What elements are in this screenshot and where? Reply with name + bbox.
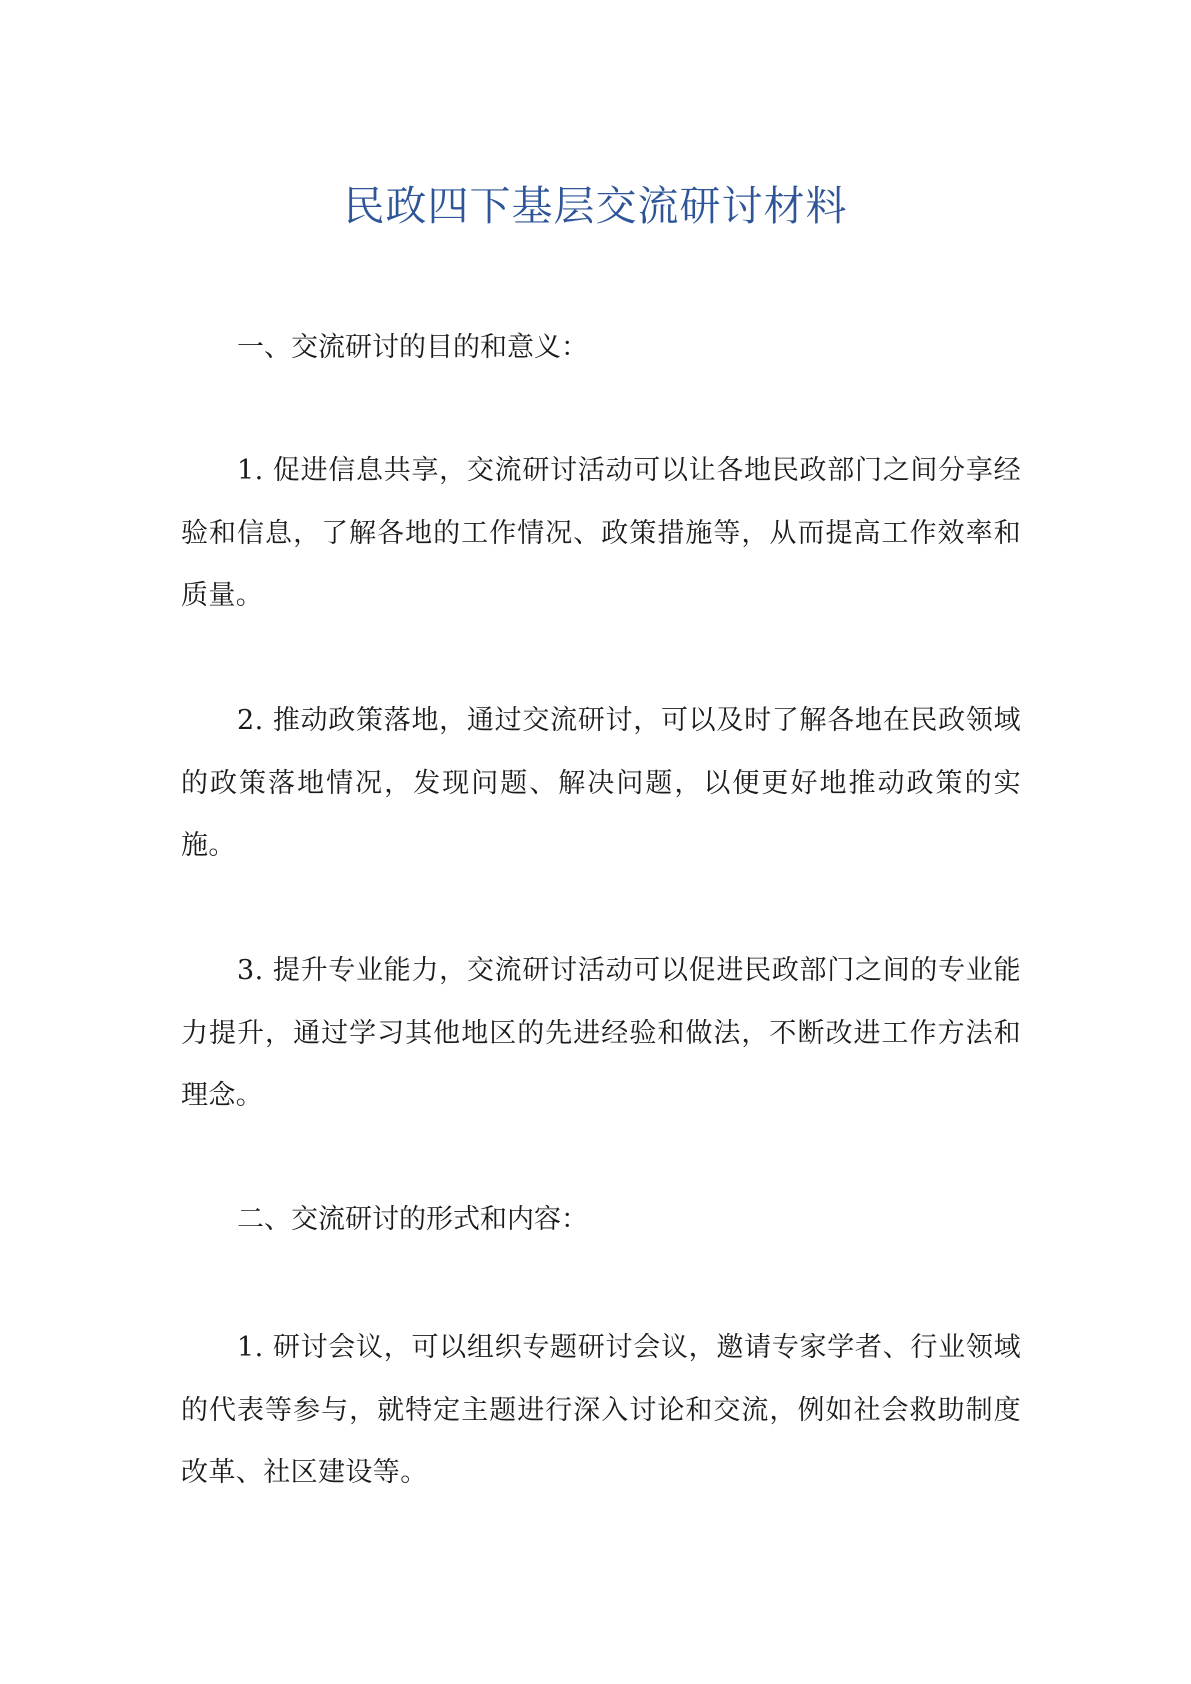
- paragraph-info-sharing: 1. 促进信息共享，交流研讨活动可以让各地民政部门之间分享经验和信息，了解各地的工作情况、政策措施等，从而提高工作效率和质量。: [181, 455, 1021, 611]
- document-title: 民政四下基层交流研讨材料: [343, 182, 848, 230]
- paragraph-seminar-meeting: 1. 研讨会议，可以组织专题研讨会议，邀请专家学者、行业领域的代表等参与，就特定主题进行深入讨论和交流，例如社会救助制度改革、社区建设等。: [181, 1332, 1021, 1488]
- paragraph-policy-implementation: 2. 推动政策落地，通过交流研讨，可以及时了解各地在民政领域的政策落地情况，发现问题、解决问题，以便更好地推动政策的实施。: [181, 705, 1021, 861]
- paragraph-professional-capacity: 3. 提升专业能力，交流研讨活动可以促进民政部门之间的专业能力提升，通过学习其他地区的先进经验和做法，不断改进工作方法和理念。: [181, 955, 1021, 1111]
- section-heading-purpose: 一、交流研讨的目的和意义：: [237, 332, 588, 363]
- section-heading-format: 二、交流研讨的形式和内容：: [237, 1204, 588, 1235]
